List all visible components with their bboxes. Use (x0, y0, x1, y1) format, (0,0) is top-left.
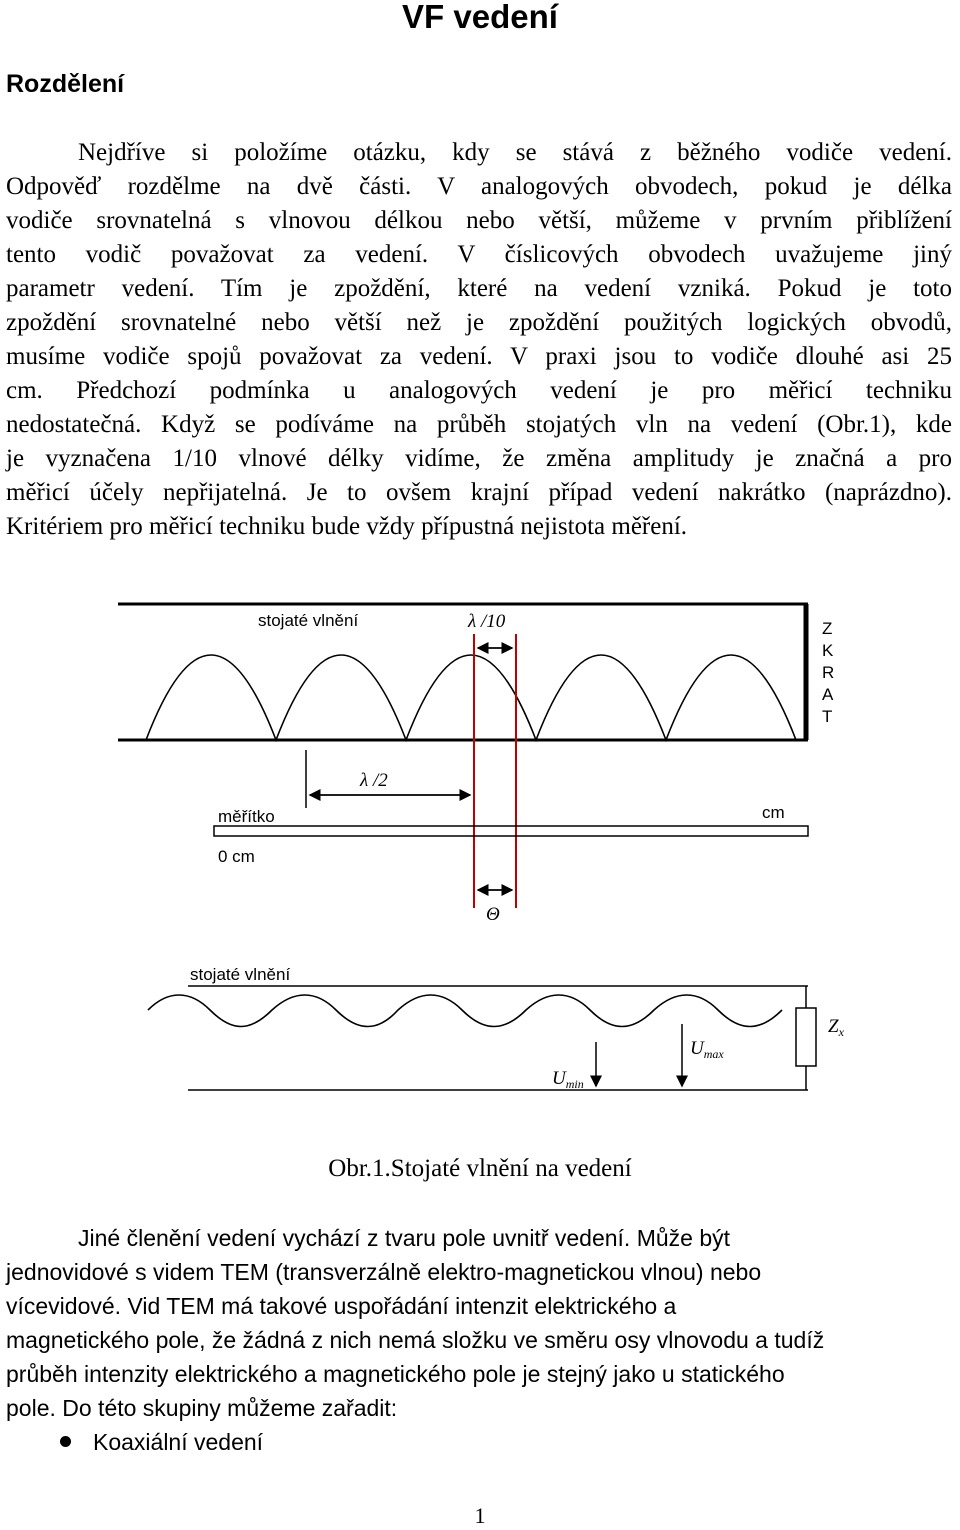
label-short-k: K (822, 641, 834, 660)
paragraph-line: jednovidové s videm TEM (transverzálně elektro-magnetickou vlnou) nebo (6, 1259, 762, 1285)
label-umax: $U_{max}$ (690, 1038, 724, 1061)
paragraph-line: Nejdříve si položíme otázku, kdy se stává z běžného vodiče vedení. (78, 139, 952, 166)
label-scale: měřítko (218, 807, 275, 826)
paragraph-line: měřicí účely nepřijatelná. Je to ovšem krajní případ vedení nakrátko (naprázdno). (6, 479, 952, 506)
label-zero-cm: 0 cm (218, 847, 255, 866)
label-short-r: R (822, 663, 835, 682)
paragraph-line: pole. Do této skupiny můžeme zařadit: (6, 1395, 398, 1421)
paragraph-line: vícevidové. Vid TEM má takové uspořádání intenzit elektrického a (6, 1293, 677, 1319)
bullet-dot (60, 1436, 71, 1447)
label-lambda-tenth: λ /10 (468, 611, 506, 632)
paragraph-line: zpoždění srovnatelné nebo větší než je zpoždění použitých logických obvodů, (6, 309, 952, 336)
bullet-item: Koaxiální vedení (93, 1429, 264, 1455)
standing-wave-figure (0, 590, 960, 1100)
standing-wave-top (146, 655, 796, 740)
label-short-z: Z (822, 619, 833, 638)
paragraph-line: tento vodič považovat za vedení. V číslicových obvodech uvažujeme jiný (6, 241, 952, 268)
standing-wave-bottom (148, 995, 782, 1027)
paragraph-line: nedostatečná. Když se podíváme na průběh stojatých vln na vedení (Obr.1), kde (6, 411, 952, 438)
paragraph-line: Kritériem pro měřicí techniku bude vždy přípustná nejistota měření. (6, 513, 688, 540)
label-short-a: A (822, 685, 834, 704)
paragraph-line: průběh intenzity elektrického a magnetického pole je stejný jako u statického (6, 1361, 785, 1387)
paragraph-line: Jiné členění vedení vychází z tvaru pole uvnitř vedení. Může být (78, 1225, 731, 1251)
label-unit-cm: cm (762, 803, 785, 822)
label-theta: Θ (486, 904, 500, 925)
paragraph-line: je vyznačena 1/10 vlnové délky vidíme, že změna amplitudy je značná a pro (6, 445, 952, 472)
label-zx: $Z_x$ (828, 1016, 844, 1039)
ruler-bar (214, 826, 808, 836)
figure-caption: Obr.1.Stojaté vlnění na vedení (328, 1155, 632, 1182)
label-short-t: T (822, 707, 833, 726)
bullet-list (60, 1425, 263, 1459)
paragraph-line: musíme vodiče spojů považovat za vedení. V praxi jsou to vodiče dlouhé asi 25 (6, 343, 952, 370)
paragraph-intro (6, 136, 952, 544)
paragraph-modes (6, 1221, 952, 1425)
paragraph-line: cm. Předchozí podmínka u analogových vedení je pro měřicí techniku (6, 377, 952, 404)
section-heading: Rozdělení (6, 70, 125, 98)
load-impedance (796, 1008, 816, 1066)
paragraph-line: vodiče srovnatelná s vlnovou délkou nebo větší, můžeme v prvním přiblížení (6, 207, 952, 234)
paragraph-line: Odpověď rozdělme na dvě části. V analogových obvodech, pokud je délka (6, 173, 952, 200)
label-standing-wave-bottom: stojaté vlnění (190, 965, 291, 984)
label-standing-wave-top: stojaté vlnění (258, 611, 359, 630)
paragraph-line: parametr vedení. Tím je zpoždění, které na vedení vzniká. Pokud je toto (6, 275, 952, 302)
label-lambda-half: λ /2 (360, 770, 388, 791)
page-title: VF vedení (402, 0, 558, 35)
label-umin: $U_{min}$ (552, 1068, 584, 1091)
page-number: 1 (474, 1503, 486, 1528)
paragraph-line: magnetického pole, že žádná z nich nemá složku ve směru osy vlnovodu a tudíž (6, 1327, 825, 1353)
